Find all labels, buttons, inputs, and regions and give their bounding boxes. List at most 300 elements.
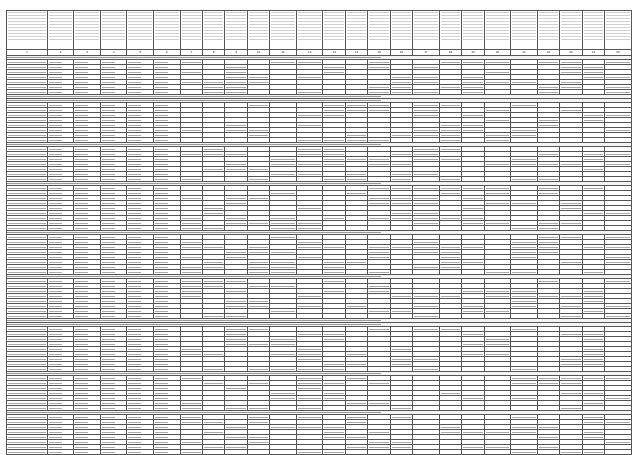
illegible-cell-text: [271, 218, 295, 219]
illegible-cell-text: [8, 301, 46, 302]
illegible-cell-text: [539, 62, 558, 63]
illegible-cell-text: [441, 105, 460, 106]
illegible-cell-text: [584, 77, 603, 78]
illegible-cell-text: [561, 164, 580, 165]
illegible-cell-text: [102, 198, 115, 199]
illegible-cell-text: [204, 369, 223, 370]
illegible-cell-text: [8, 154, 46, 155]
illegible-cell-text: [102, 354, 115, 355]
illegible-cell-text: [128, 408, 141, 409]
illegible-cell-text: [49, 296, 62, 297]
illegible-cell-text: [128, 369, 141, 370]
illegible-cell-text: [102, 286, 115, 287]
illegible-cell-text: [512, 432, 536, 433]
illegible-cell-text: [249, 179, 268, 180]
illegible-cell-text: [606, 247, 630, 248]
illegible-cell-text: [324, 393, 343, 394]
illegible-section-text: [7, 373, 381, 374]
illegible-cell-text: [128, 417, 141, 418]
illegible-cell-text: [392, 364, 411, 365]
illegible-cell-text: [102, 296, 115, 297]
table-row: [7, 450, 632, 455]
column-header: [154, 11, 181, 50]
illegible-cell-text: [324, 334, 343, 335]
illegible-cell-text: [392, 135, 411, 136]
illegible-cell-text: [49, 388, 62, 389]
illegible-cell-text: [561, 203, 580, 204]
illegible-cell-text: [271, 398, 295, 399]
illegible-cell-text: [182, 417, 201, 418]
column-header: [413, 11, 440, 50]
illegible-cell-text: [102, 242, 115, 243]
illegible-cell-text: [102, 349, 115, 350]
illegible-cell-text: [8, 115, 46, 116]
illegible-cell-text: [204, 432, 223, 433]
illegible-cell-text: [128, 125, 141, 126]
illegible-cell-text: [271, 164, 295, 165]
table-cell: [439, 450, 461, 455]
illegible-cell-text: [512, 296, 536, 297]
illegible-header-text: [441, 12, 460, 42]
illegible-cell-text: [75, 378, 88, 379]
illegible-cell-text: [324, 105, 343, 106]
illegible-cell-text: [584, 120, 603, 121]
illegible-cell-text: [512, 291, 536, 292]
illegible-cell-text: [298, 154, 322, 155]
illegible-cell-text: [102, 218, 115, 219]
illegible-cell-text: [463, 218, 482, 219]
illegible-cell-text: [155, 92, 168, 93]
illegible-cell-text: [49, 72, 62, 73]
illegible-cell-text: [463, 208, 482, 209]
illegible-section-text: [7, 144, 381, 145]
illegible-cell-text: [155, 193, 168, 194]
illegible-cell-text: [347, 437, 366, 438]
illegible-cell-text: [128, 316, 141, 317]
illegible-cell-text: [414, 149, 438, 150]
illegible-cell-text: [155, 174, 168, 175]
illegible-cell-text: [204, 316, 223, 317]
illegible-cell-text: [49, 447, 62, 448]
illegible-cell-text: [49, 174, 62, 175]
illegible-cell-text: [584, 67, 603, 68]
illegible-cell-text: [414, 218, 438, 219]
illegible-cell-text: [414, 316, 438, 317]
column-header: [582, 11, 604, 50]
illegible-cell-text: [182, 154, 201, 155]
illegible-cell-text: [128, 164, 141, 165]
illegible-cell-text: [102, 87, 115, 88]
table-cell: [203, 450, 225, 455]
column-number: 18: [439, 50, 461, 56]
column-number: 7: [180, 50, 202, 56]
illegible-cell-text: [324, 369, 343, 370]
illegible-cell-text: [155, 82, 168, 83]
illegible-cell-text: [249, 198, 268, 199]
illegible-cell-text: [486, 432, 510, 433]
illegible-cell-text: [249, 105, 268, 106]
illegible-cell-text: [128, 359, 141, 360]
illegible-cell-text: [8, 174, 46, 175]
table-cell: [7, 450, 48, 455]
illegible-cell-text: [128, 72, 141, 73]
illegible-cell-text: [414, 115, 438, 116]
illegible-cell-text: [49, 291, 62, 292]
program-table: [6, 10, 632, 455]
illegible-cell-text: [539, 154, 558, 155]
illegible-cell-text: [102, 159, 115, 160]
illegible-cell-text: [128, 208, 141, 209]
illegible-cell-text: [128, 388, 141, 389]
illegible-cell-text: [49, 218, 62, 219]
illegible-cell-text: [204, 228, 223, 229]
illegible-header-text: [204, 12, 223, 42]
illegible-cell-text: [102, 208, 115, 209]
column-number: 20: [484, 50, 511, 56]
illegible-cell-text: [102, 447, 115, 448]
illegible-cell-text: [539, 228, 558, 229]
illegible-cell-text: [75, 257, 88, 258]
illegible-cell-text: [128, 82, 141, 83]
illegible-cell-text: [49, 403, 62, 404]
illegible-section-text: [7, 276, 381, 277]
illegible-cell-text: [75, 388, 88, 389]
illegible-cell-text: [369, 383, 388, 384]
illegible-cell-text: [155, 115, 168, 116]
illegible-cell-text: [155, 159, 168, 160]
illegible-cell-text: [392, 179, 411, 180]
illegible-cell-text: [584, 296, 603, 297]
illegible-cell-text: [512, 306, 536, 307]
illegible-cell-text: [226, 339, 245, 340]
illegible-cell-text: [606, 378, 630, 379]
illegible-cell-text: [539, 179, 558, 180]
illegible-cell-text: [75, 237, 88, 238]
illegible-cell-text: [155, 130, 168, 131]
column-header: [225, 11, 247, 50]
illegible-cell-text: [324, 432, 343, 433]
illegible-cell-text: [463, 188, 482, 189]
illegible-cell-text: [369, 198, 388, 199]
illegible-cell-text: [128, 334, 141, 335]
illegible-cell-text: [463, 115, 482, 116]
table-cell: [270, 450, 297, 455]
illegible-cell-text: [561, 82, 580, 83]
illegible-cell-text: [155, 334, 168, 335]
illegible-cell-text: [392, 247, 411, 248]
illegible-cell-text: [8, 339, 46, 340]
illegible-cell-text: [486, 291, 510, 292]
illegible-cell-text: [226, 77, 245, 78]
illegible-cell-text: [128, 87, 141, 88]
illegible-cell-text: [347, 179, 366, 180]
illegible-cell-text: [49, 354, 62, 355]
illegible-cell-text: [182, 198, 201, 199]
illegible-cell-text: [392, 311, 411, 312]
illegible-cell-text: [102, 135, 115, 136]
column-number: 11: [270, 50, 297, 56]
illegible-cell-text: [75, 403, 88, 404]
illegible-cell-text: [75, 169, 88, 170]
illegible-cell-text: [584, 378, 603, 379]
illegible-cell-text: [49, 120, 62, 121]
illegible-cell-text: [102, 369, 115, 370]
illegible-cell-text: [347, 422, 366, 423]
illegible-cell-text: [128, 115, 141, 116]
illegible-cell-text: [249, 135, 268, 136]
illegible-cell-text: [249, 422, 268, 423]
illegible-cell-text: [463, 247, 482, 248]
illegible-cell-text: [182, 179, 201, 180]
illegible-cell-text: [392, 82, 411, 83]
illegible-cell-text: [324, 115, 343, 116]
illegible-cell-text: [182, 130, 201, 131]
illegible-cell-text: [102, 432, 115, 433]
illegible-cell-text: [182, 349, 201, 350]
illegible-cell-text: [204, 92, 223, 93]
illegible-cell-text: [486, 62, 510, 63]
illegible-header-text: [226, 12, 245, 42]
illegible-cell-text: [606, 398, 630, 399]
illegible-cell-text: [102, 272, 115, 273]
illegible-cell-text: [155, 67, 168, 68]
header-row: [7, 11, 632, 50]
illegible-cell-text: [128, 393, 141, 394]
illegible-cell-text: [49, 198, 62, 199]
illegible-cell-text: [606, 164, 630, 165]
illegible-cell-text: [128, 179, 141, 180]
illegible-cell-text: [392, 359, 411, 360]
illegible-cell-text: [414, 198, 438, 199]
illegible-cell-text: [75, 223, 88, 224]
illegible-cell-text: [298, 208, 322, 209]
illegible-cell-text: [75, 306, 88, 307]
illegible-cell-text: [392, 154, 411, 155]
illegible-cell-text: [8, 403, 46, 404]
illegible-cell-text: [324, 149, 343, 150]
illegible-cell-text: [298, 398, 322, 399]
illegible-cell-text: [102, 359, 115, 360]
illegible-cell-text: [249, 267, 268, 268]
illegible-cell-text: [204, 262, 223, 263]
illegible-cell-text: [226, 72, 245, 73]
column-header: [605, 11, 632, 50]
illegible-cell-text: [155, 408, 168, 409]
illegible-cell-text: [8, 208, 46, 209]
illegible-cell-text: [463, 198, 482, 199]
illegible-cell-text: [226, 169, 245, 170]
illegible-cell-text: [8, 188, 46, 189]
illegible-cell-text: [128, 383, 141, 384]
illegible-cell-text: [102, 417, 115, 418]
illegible-cell-text: [347, 447, 366, 448]
illegible-cell-text: [128, 344, 141, 345]
illegible-cell-text: [102, 105, 115, 106]
illegible-cell-text: [182, 242, 201, 243]
illegible-cell-text: [298, 334, 322, 335]
illegible-cell-text: [182, 62, 201, 63]
illegible-cell-text: [49, 339, 62, 340]
illegible-header-text: [128, 12, 152, 42]
illegible-cell-text: [102, 67, 115, 68]
column-header: [560, 11, 582, 50]
illegible-cell-text: [561, 359, 580, 360]
illegible-cell-text: [324, 267, 343, 268]
illegible-cell-text: [75, 164, 88, 165]
illegible-cell-text: [414, 67, 438, 68]
illegible-cell-text: [324, 291, 343, 292]
column-header: [511, 11, 538, 50]
illegible-cell-text: [75, 267, 88, 268]
illegible-cell-text: [606, 281, 630, 282]
illegible-cell-text: [271, 311, 295, 312]
illegible-cell-text: [128, 242, 141, 243]
illegible-cell-text: [324, 247, 343, 248]
illegible-section-text: [7, 183, 381, 184]
illegible-header-text: [155, 12, 179, 42]
illegible-cell-text: [155, 72, 168, 73]
illegible-cell-text: [102, 364, 115, 365]
illegible-cell-text: [75, 228, 88, 229]
illegible-cell-text: [204, 213, 223, 214]
illegible-cell-text: [249, 329, 268, 330]
illegible-cell-text: [128, 301, 141, 302]
illegible-cell-text: [486, 311, 510, 312]
illegible-cell-text: [441, 427, 460, 428]
illegible-cell-text: [226, 437, 245, 438]
illegible-cell-text: [249, 344, 268, 345]
illegible-cell-text: [392, 164, 411, 165]
illegible-cell-text: [369, 218, 388, 219]
illegible-cell-text: [539, 125, 558, 126]
illegible-cell-text: [324, 159, 343, 160]
illegible-cell-text: [8, 198, 46, 199]
illegible-cell-text: [486, 188, 510, 189]
illegible-cell-text: [102, 344, 115, 345]
illegible-cell-text: [324, 110, 343, 111]
illegible-cell-text: [463, 311, 482, 312]
illegible-cell-text: [102, 291, 115, 292]
illegible-cell-text: [75, 159, 88, 160]
illegible-cell-text: [155, 398, 168, 399]
table-cell: [247, 450, 269, 455]
illegible-cell-text: [347, 378, 366, 379]
illegible-cell-text: [8, 125, 46, 126]
illegible-cell-text: [539, 87, 558, 88]
illegible-cell-text: [414, 188, 438, 189]
illegible-cell-text: [606, 62, 630, 63]
illegible-cell-text: [463, 62, 482, 63]
illegible-header-text: [606, 12, 630, 42]
illegible-cell-text: [369, 403, 388, 404]
illegible-cell-text: [102, 237, 115, 238]
illegible-cell-text: [75, 398, 88, 399]
illegible-cell-text: [75, 67, 88, 68]
illegible-cell-text: [128, 130, 141, 131]
illegible-cell-text: [49, 164, 62, 165]
illegible-cell-text: [226, 388, 245, 389]
illegible-cell-text: [102, 306, 115, 307]
column-number: 5: [127, 50, 154, 56]
illegible-cell-text: [298, 354, 322, 355]
illegible-cell-text: [102, 228, 115, 229]
illegible-cell-text: [8, 179, 46, 180]
illegible-cell-text: [271, 354, 295, 355]
illegible-cell-text: [155, 237, 168, 238]
illegible-cell-text: [392, 213, 411, 214]
illegible-cell-text: [75, 218, 88, 219]
illegible-cell-text: [102, 267, 115, 268]
illegible-cell-text: [102, 130, 115, 131]
illegible-cell-text: [75, 262, 88, 263]
illegible-cell-text: [584, 359, 603, 360]
illegible-cell-text: [298, 369, 322, 370]
illegible-cell-text: [8, 364, 46, 365]
illegible-cell-text: [102, 301, 115, 302]
illegible-cell-text: [128, 77, 141, 78]
illegible-cell-text: [369, 159, 388, 160]
column-number: 12: [296, 50, 323, 56]
illegible-cell-text: [49, 77, 62, 78]
illegible-cell-text: [8, 67, 46, 68]
illegible-cell-text: [204, 208, 223, 209]
illegible-cell-text: [539, 223, 558, 224]
illegible-cell-text: [606, 87, 630, 88]
illegible-cell-text: [49, 306, 62, 307]
illegible-cell-text: [463, 130, 482, 131]
illegible-cell-text: [486, 296, 510, 297]
illegible-cell-text: [249, 77, 268, 78]
illegible-cell-text: [75, 301, 88, 302]
illegible-cell-text: [49, 334, 62, 335]
illegible-cell-text: [249, 442, 268, 443]
illegible-cell-text: [441, 130, 460, 131]
illegible-cell-text: [128, 378, 141, 379]
illegible-cell-text: [182, 223, 201, 224]
illegible-cell-text: [155, 272, 168, 273]
illegible-cell-text: [128, 67, 141, 68]
illegible-cell-text: [8, 130, 46, 131]
column-number: 23: [560, 50, 582, 56]
illegible-cell-text: [155, 198, 168, 199]
illegible-cell-text: [8, 135, 46, 136]
illegible-cell-text: [49, 422, 62, 423]
illegible-cell-text: [8, 349, 46, 350]
illegible-cell-text: [75, 354, 88, 355]
illegible-section-text: [7, 57, 381, 58]
illegible-cell-text: [8, 213, 46, 214]
illegible-cell-text: [298, 115, 322, 116]
illegible-cell-text: [347, 105, 366, 106]
illegible-cell-text: [561, 223, 580, 224]
illegible-cell-text: [155, 316, 168, 317]
illegible-cell-text: [561, 237, 580, 238]
illegible-cell-text: [392, 296, 411, 297]
illegible-cell-text: [75, 188, 88, 189]
illegible-cell-text: [271, 393, 295, 394]
illegible-cell-text: [584, 272, 603, 273]
illegible-cell-text: [49, 82, 62, 83]
illegible-header-text: [249, 12, 268, 42]
illegible-cell-text: [606, 262, 630, 263]
illegible-cell-text: [512, 242, 536, 243]
illegible-cell-text: [204, 87, 223, 88]
illegible-cell-text: [49, 62, 62, 63]
illegible-cell-text: [539, 247, 558, 248]
illegible-cell-text: [298, 388, 322, 389]
table-cell: [154, 450, 181, 455]
illegible-cell-text: [49, 286, 62, 287]
